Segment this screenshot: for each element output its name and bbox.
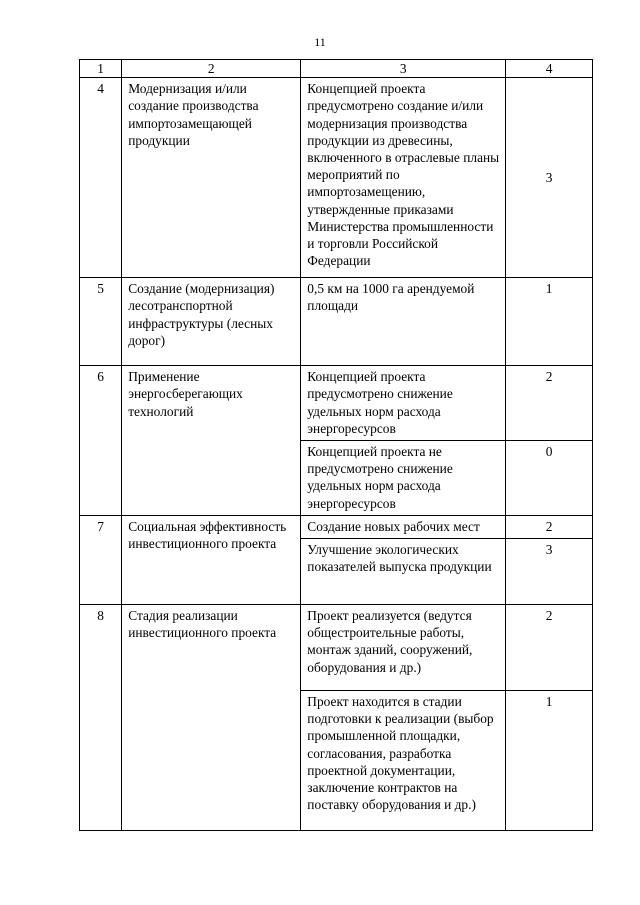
option-cell: Проект находится в стадии подготовки к реализации (выбор промышленной площадки, согласования, разработка проектной документации, заключение контрактов на поставку оборудования и др.) <box>301 691 506 831</box>
row-number: 5 <box>80 278 122 366</box>
row-number: 4 <box>80 78 122 278</box>
score-cell: 2 <box>506 366 593 441</box>
row-number: 7 <box>80 515 122 604</box>
score-cell: 0 <box>506 441 593 516</box>
table-row <box>80 515 593 538</box>
score-cell: 2 <box>506 515 593 538</box>
option-cell: 0,5 км на 1000 га арендуемой площади <box>301 278 506 366</box>
option-cell: Концепцией проекта предусмотрено создание и/или модернизация производства продукции из древесины, включенного в отраслевые планы мероприятий по импортозамещению, утвержденные приказами Министерства промышленности и торговли Российской Федерации <box>301 78 506 278</box>
criterion-cell: Социальная эффективность инвестиционного проекта <box>122 515 301 604</box>
option-cell: Создание новых рабочих мест <box>301 515 506 538</box>
score-cell: 2 <box>506 605 593 691</box>
table-row <box>80 78 593 278</box>
header-col-2: 2 <box>122 60 301 78</box>
row-number: 6 <box>80 366 122 516</box>
criterion-cell: Применение энергосберегающих технологий <box>122 366 301 516</box>
score-cell: 1 <box>506 278 593 366</box>
table-row <box>80 366 593 441</box>
row-number: 8 <box>80 605 122 831</box>
table-header-row <box>80 60 593 78</box>
option-cell: Концепцией проекта не предусмотрено снижение удельных норм расхода энергоресурсов <box>301 441 506 516</box>
score-cell: 1 <box>506 691 593 831</box>
option-cell: Улучшение экологических показателей выпуска продукции <box>301 539 506 605</box>
table-row <box>80 605 593 691</box>
option-cell: Проект реализуется (ведутся общестроительные работы, монтаж зданий, сооружений, оборудования и др.) <box>301 605 506 691</box>
criterion-cell: Стадия реализации инвестиционного проекта <box>122 605 301 831</box>
criterion-cell: Модернизация и/или создание производства импортозамещающей продукции <box>122 78 301 278</box>
header-col-1: 1 <box>80 60 122 78</box>
criterion-cell: Создание (модернизация) лесотранспортной инфраструктуры (лесных дорог) <box>122 278 301 366</box>
criteria-table <box>79 59 593 831</box>
option-cell: Концепцией проекта предусмотрено снижение удельных норм расхода энергоресурсов <box>301 366 506 441</box>
page-number: 11 <box>314 35 326 49</box>
table-row <box>80 278 593 366</box>
header-col-4: 4 <box>506 60 593 78</box>
score-cell: 3 <box>506 78 593 278</box>
score-cell: 3 <box>506 539 593 605</box>
header-col-3: 3 <box>301 60 506 78</box>
